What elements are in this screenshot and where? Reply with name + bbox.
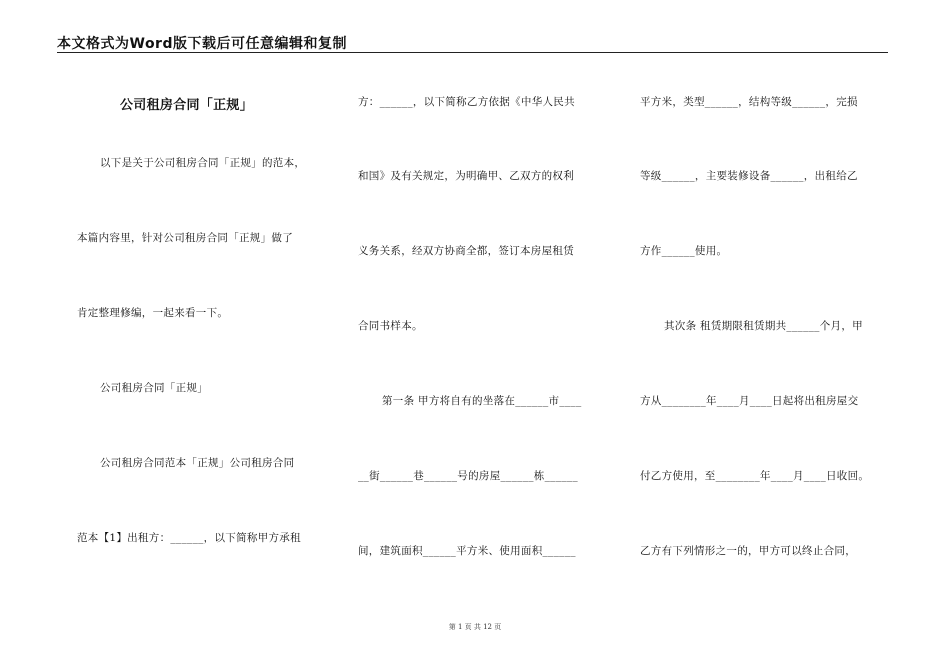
paragraph-line: 等级______，主要装修设备______，出租给乙	[640, 170, 858, 182]
paragraph-line: 以下是关于公司租房合同「正规」的范本，	[100, 157, 306, 169]
page-number: 第 1 页 共 12 页	[448, 623, 502, 631]
section-heading: 公司租房合同「正规」	[100, 382, 208, 394]
header-rule	[57, 52, 888, 53]
paragraph-line: 方作______使用。	[640, 245, 728, 257]
clause-first: 第一条 甲方将自有的坐落在______市____	[382, 395, 582, 407]
paragraph-line: 方从________年____月____日起将出租房屋交	[640, 395, 859, 407]
paragraph-line: 合同书样本。	[358, 320, 423, 332]
paragraph-line: 方：______，以下简称乙方依据《中华人民共	[358, 96, 575, 108]
paragraph-line: 乙方有下列情形之一的，甲方可以终止合同，	[640, 545, 856, 557]
document-title: 公司租房合同「正规」	[120, 98, 254, 113]
paragraph-line: 本篇内容里，针对公司租房合同「正规」做了	[77, 232, 293, 244]
clause-second: 其次条 租赁期限租赁期共______个月，甲	[664, 320, 863, 332]
paragraph-line: 肯定整理修编，一起来看一下。	[77, 307, 229, 319]
paragraph-line: 间，建筑面积______平方米、使用面积______	[358, 545, 576, 557]
paragraph-line: __街______巷______号的房屋______栋______	[358, 470, 578, 482]
paragraph-line: 付乙方使用，至________年____月____日收回。	[640, 470, 870, 482]
paragraph-line: 公司租房合同范本「正规」公司租房合同	[100, 457, 295, 469]
paragraph-line: 平方米，类型______，结构等级______，完损	[640, 96, 858, 108]
paragraph-line: 义务关系，经双方协商全都，签订本房屋租赁	[358, 245, 574, 257]
document-banner: 本文格式为Word版下载后可任意编辑和复制	[57, 36, 347, 52]
paragraph-line: 和国》及有关规定，为明确甲、乙双方的权利	[358, 170, 574, 182]
paragraph-line: 范本【1】出租方：______，以下简称甲方承租	[77, 532, 301, 544]
